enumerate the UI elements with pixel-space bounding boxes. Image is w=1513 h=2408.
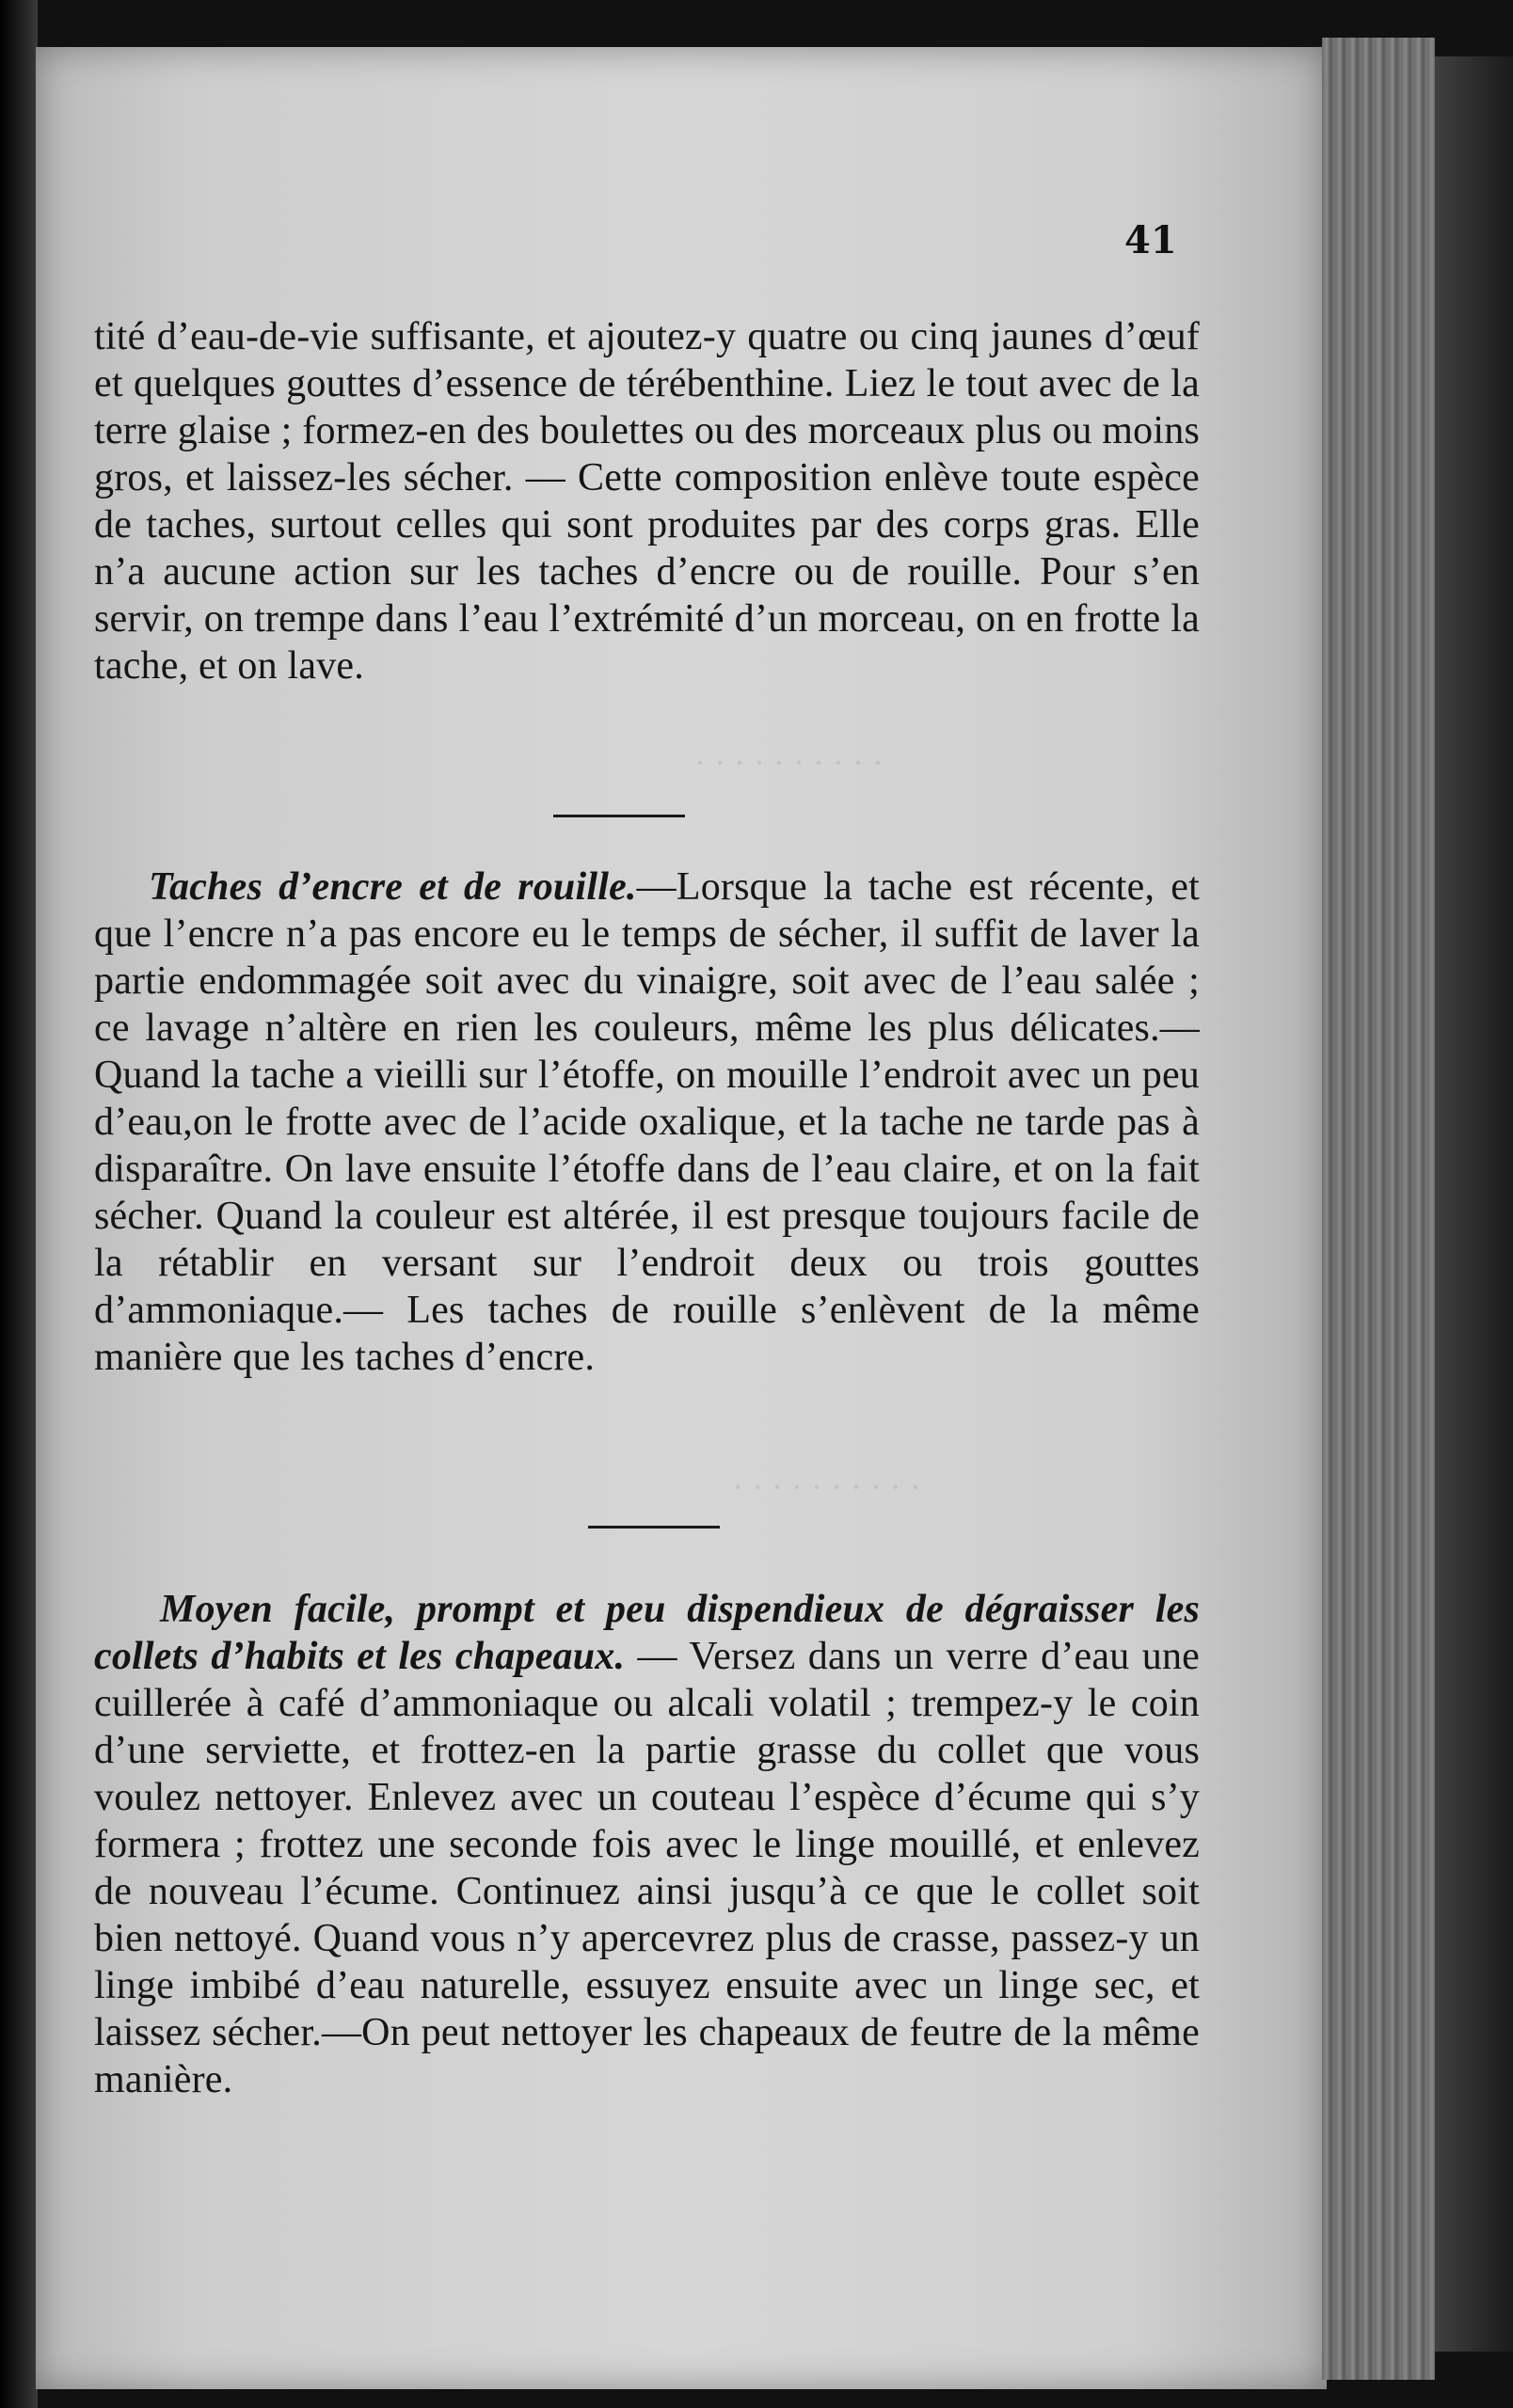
paragraph-continuation: tité d’eau-de-vie suffisante, et ajoutez-y quatre ou cinq jaunes d’œuf et quelques gouttes d’essence de térébenthine. Liez le tout avec de la terre glaise ; formez-en des boulettes ou des morceaux plus ou moins gros, et laissez-les sécher. — Cette composition enlève toute espèce de taches, surtout celles qui sont produites par des corps gras. Elle n’a aucune action sur les taches d’encre ou de rouille. Pour s’en servir, on trempe dans l’eau l’extrémité d’un morceau, on en frotte la tache, et on lave. (94, 315, 1200, 688)
section-heading: Moyen facile, prompt et peu dispendieux de dégraisser les collets d’habits et les chapeaux. (94, 1588, 1200, 1678)
section-divider (553, 815, 685, 817)
book-cover-edge (1435, 56, 1513, 2352)
book-spine-shadow (0, 0, 38, 2408)
section-body: — Versez dans un verre d’eau une cuillerée à café d’ammoniaque ou alcali volatil ; trempez-y le coin d’une serviette, et frottez-en la partie grasse du collet que vous voulez nettoyer. Enlevez avec un couteau l’espèce d’écume qui s’y formera ; frottez une seconde fois avec le linge mouillé, et enlevez de nouveau l’écume. Continuez ainsi jusqu’à ce que le collet soit bien nettoyé. Quand vous n’y apercevrez plus de crasse, passez-y un linge imbibé d’eau naturelle, essuyez ensuite avec un linge sec, et laissez sécher.—On peut nettoyer les chapeaux de feutre de la même manière. (94, 1635, 1200, 2101)
paragraph-ink-rust-stains (94, 863, 1200, 1381)
bleed-through-text: · · · · · · · · · · (732, 1468, 921, 1506)
section-divider (588, 1526, 720, 1529)
paragraph-degreasing-collars (94, 1586, 1200, 2103)
page-stack-edge (1322, 38, 1435, 2380)
bleed-through-text: · · · · · · · · · · (694, 744, 884, 782)
section-heading: Taches d’encre et de rouille. (149, 865, 637, 909)
page-number: 41 (1124, 218, 1177, 262)
section-body: —Lorsque la tache est récente, et que l’encre n’a pas encore eu le temps de sécher, il suffit de laver la partie endommagée soit avec du vinaigre, soit avec de l’eau salée ; ce lavage n’altère en rien les couleurs, même les plus délicates.— Quand la tache a vieilli sur l’étoffe, on mouille l’endroit avec un peu d’eau,on le frotte avec de l’acide oxalique, et la tache ne tarde pas à disparaître. On lave ensuite l’étoffe dans de l’eau claire, et on la fait sécher. Quand la couleur est altérée, il est presque toujours facile de la rétablir en versant sur l’endroit deux ou trois gouttes d’ammoniaque.— Les taches de rouille s’enlèvent de la même manière que les taches d’encre. (94, 865, 1200, 1379)
